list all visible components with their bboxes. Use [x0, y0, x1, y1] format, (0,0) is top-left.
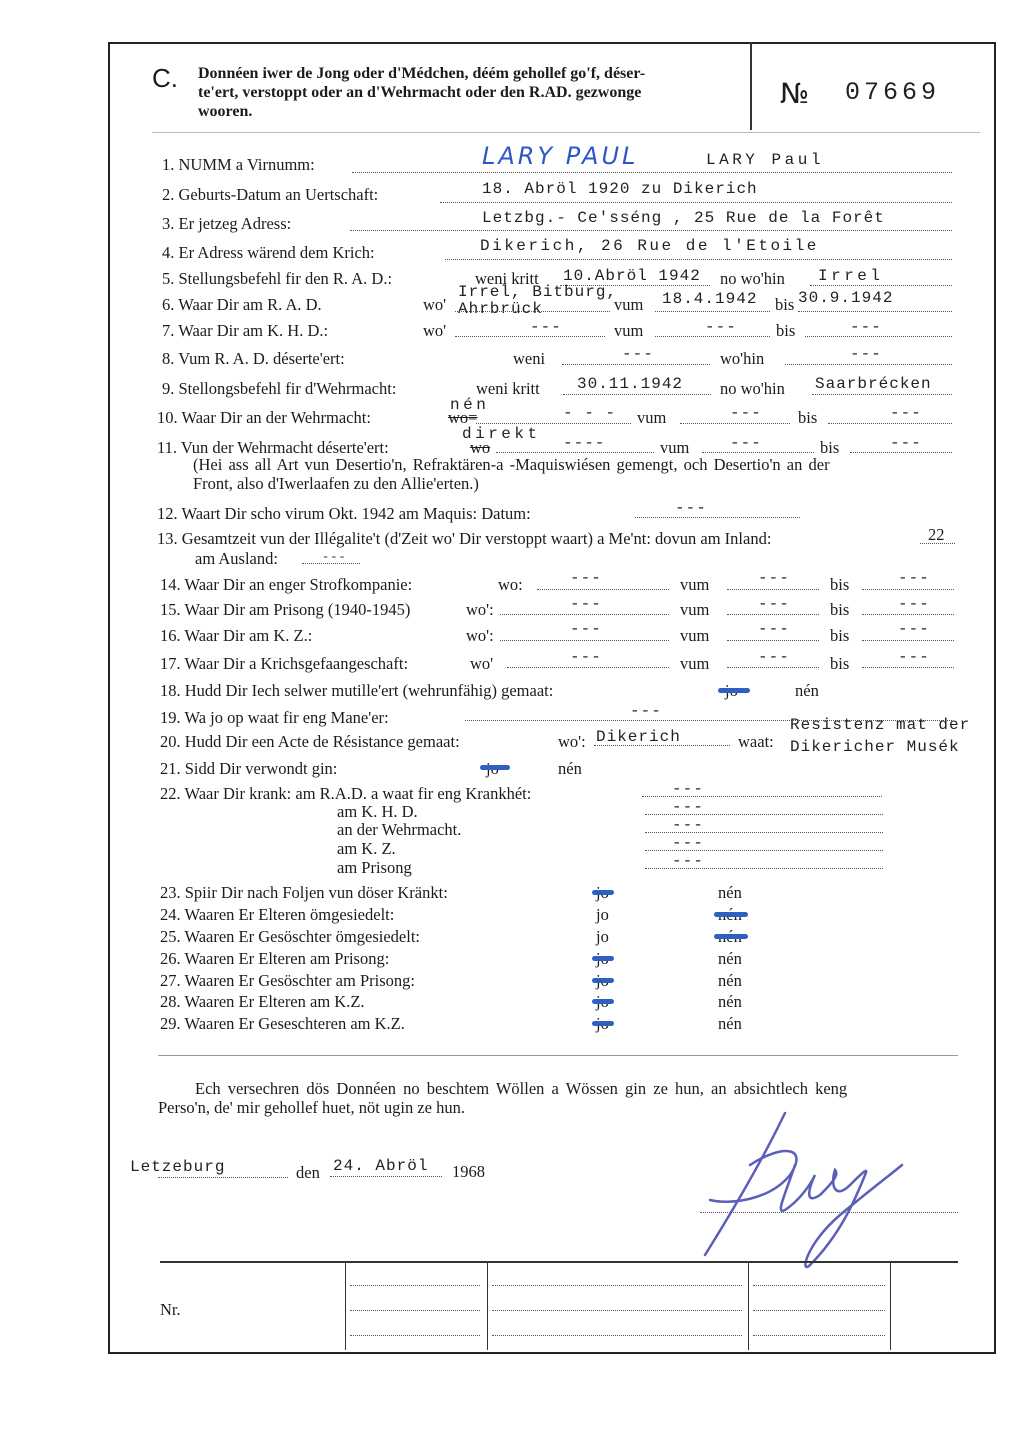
item-14-to: --- — [898, 569, 930, 587]
item-10-from: --- — [730, 404, 762, 422]
item-8-place: --- — [850, 345, 882, 363]
wo-label-struck: wo= — [448, 408, 478, 427]
item-15-place: --- — [570, 595, 602, 613]
footer-cell-divider — [890, 1262, 891, 1350]
bis-label: bis — [830, 575, 850, 594]
header-divider — [750, 42, 752, 130]
vum-label: vum — [680, 600, 710, 619]
declaration-text: Ech versechren dös Donnéen no beschtem Wöllen a Wössen gin ze hun, an absichtlech keng — [195, 1079, 848, 1098]
dotted-leader — [476, 423, 631, 424]
nen-option: nén — [718, 949, 742, 968]
item-18-label: 18. Hudd Dir Iech selwer mutille'ert (wehrunfähig) gemaat: — [160, 681, 554, 700]
item-9-label: 9. Stellongsbefehl fir d'Wehrmacht: — [162, 379, 397, 398]
dotted-leader — [350, 1285, 480, 1286]
item-20-what: Resistenz mat der — [790, 716, 971, 734]
item-22-sub-label: am K. H. D. — [337, 802, 418, 821]
nen-option: nén — [795, 681, 819, 700]
item-12-value: --- — [675, 499, 707, 517]
wohin-label: no wo'hin — [720, 269, 785, 288]
item-13-label: 13. Gesamtzeit vun der Illégalite't (d'Zeit wo' Dir verstoppt waart) a Me'nt: dovun am Inland: — [157, 529, 772, 548]
item-29-label: 29. Waaren Er Geseschteren am K.Z. — [160, 1014, 405, 1033]
item-6-from: 18.4.1942 — [662, 290, 758, 308]
item-13-inland: 22 — [928, 525, 945, 544]
item-11-correction: direkt — [462, 425, 541, 443]
nen-option: nén — [718, 971, 742, 990]
item-5-date: 10.Abröl 1942 — [563, 267, 701, 285]
wo-label: wo': — [558, 732, 586, 751]
footer-rule — [160, 1261, 958, 1263]
item-8-label: 8. Vum R. A. D. déserte'ert: — [162, 349, 345, 368]
dotted-leader — [492, 1335, 742, 1336]
bis-label: bis — [798, 408, 818, 427]
item-11-to: --- — [890, 434, 922, 452]
header-rule — [152, 132, 980, 133]
item-5-place: Irrel — [818, 267, 884, 285]
item-6-place: Ahrbrück — [458, 300, 543, 318]
item-7-place: --- — [530, 318, 562, 336]
dotted-leader — [850, 452, 952, 453]
section-letter: C. — [152, 63, 178, 93]
handwritten-name: LARY PAUL — [482, 142, 639, 170]
vum-label: vum — [614, 295, 644, 314]
dotted-leader — [563, 394, 711, 395]
dotted-leader — [500, 640, 669, 641]
den-label: den — [296, 1163, 320, 1182]
dotted-leader — [655, 311, 770, 312]
bis-label: bis — [820, 438, 840, 457]
item-25-label: 25. Waaren Er Gesöschter ömgesiedelt: — [160, 927, 420, 946]
dotted-leader — [350, 1310, 480, 1311]
item-22-sub-label: am Prisong — [337, 858, 412, 877]
ink-strike — [592, 1021, 614, 1026]
vum-label: vum — [680, 654, 710, 673]
waat-label: waat: — [738, 732, 774, 751]
bis-label: bis — [776, 321, 796, 340]
item-10-label: 10. Waar Dir an der Wehrmacht: — [157, 408, 371, 427]
item-3-value: Letzbg.- Ce'sséng , 25 Rue de la Forêt — [482, 209, 885, 227]
dotted-leader — [798, 311, 952, 312]
nen-option: nén — [718, 992, 742, 1011]
signoff-place: Letzeburg — [130, 1158, 226, 1176]
item-9-place: Saarbrécken — [815, 375, 932, 393]
weni-label: weni — [513, 349, 546, 368]
vum-label: vum — [680, 575, 710, 594]
item-4-value: Dikerich, 26 Rue de l'Etoile — [480, 237, 819, 255]
dotted-leader — [655, 336, 770, 337]
dotted-leader — [727, 614, 819, 615]
item-27-label: 27. Waaren Er Gesöschter am Prisong: — [160, 971, 415, 990]
item-6-label: 6. Waar Dir am R. A. D. — [162, 295, 322, 314]
vum-label: vum — [660, 438, 690, 457]
dotted-leader — [455, 311, 610, 312]
dotted-leader — [352, 172, 952, 173]
item-8-date: --- — [622, 345, 654, 363]
dotted-leader — [810, 285, 952, 286]
wo-label: wo' — [423, 321, 447, 340]
ink-strike — [592, 890, 614, 895]
item-11-label: 11. Vun der Wehrmacht déserte'ert: — [157, 438, 389, 457]
bis-label: bis — [775, 295, 795, 314]
item-11-note: Front, also d'Iwerlaafen zu den Allie'erten.) — [193, 474, 479, 493]
title-line: Donnéen iwer de Jong oder d'Médchen, déém gehollef go'f, déser- — [198, 65, 646, 82]
dotted-leader — [537, 589, 669, 590]
item-11-place: ---- — [563, 434, 606, 452]
nen-option: nén — [718, 1014, 742, 1033]
number-sign: № — [780, 77, 810, 110]
item-10-correction: nén — [450, 396, 490, 414]
dotted-leader — [785, 364, 952, 365]
dotted-leader — [828, 423, 952, 424]
dotted-leader — [507, 667, 669, 668]
dotted-leader — [680, 423, 790, 424]
dotted-leader — [753, 1285, 885, 1286]
item-22-sub-label: am K. Z. — [337, 839, 396, 858]
wohin-label: no wo'hin — [720, 379, 785, 398]
dotted-leader — [862, 640, 954, 641]
form-number: 07669 — [845, 78, 941, 107]
item-12-label: 12. Waart Dir scho virum Okt. 1942 am Maquis: Datum: — [157, 504, 531, 523]
bis-label: bis — [830, 626, 850, 645]
dotted-leader — [702, 452, 814, 453]
dotted-leader — [862, 589, 954, 590]
item-16-place: --- — [570, 620, 602, 638]
item-15-from: --- — [758, 595, 790, 613]
wo-label: wo': — [466, 600, 494, 619]
dotted-leader — [492, 1310, 742, 1311]
item-16-label: 16. Waar Dir am K. Z.: — [160, 626, 313, 645]
item-7-to: --- — [850, 318, 882, 336]
ink-strike — [592, 956, 614, 961]
weni-label: weni kritt — [476, 379, 540, 398]
title-line: wooren. — [198, 103, 253, 120]
item-14-from: --- — [758, 569, 790, 587]
dotted-leader — [562, 364, 710, 365]
weni-label: weni kritt — [475, 269, 539, 288]
item-22-sub-value: --- — [672, 816, 704, 834]
bis-label: bis — [830, 654, 850, 673]
declaration-text: Perso'n, de' mir gehollef huet, nöt ugin ze hun. — [158, 1098, 466, 1117]
item-10-place: - - - — [563, 404, 617, 422]
item-24-label: 24. Waaren Er Elteren ömgesiedelt: — [160, 905, 395, 924]
item-2-label: 2. Geburts-Datum an Uertschaft: — [162, 185, 379, 204]
dotted-leader — [753, 1310, 885, 1311]
item-16-from: --- — [758, 620, 790, 638]
dotted-leader — [727, 589, 819, 590]
item-19-label: 19. Wa jo op waat fir eng Mane'er: — [160, 708, 389, 727]
dotted-leader — [492, 1285, 742, 1286]
item-20-what: Dikericher Musék — [790, 738, 960, 756]
dotted-leader — [812, 394, 952, 395]
item-17-to: --- — [898, 648, 930, 666]
item-22-sub-label: an der Wehrmacht. — [337, 820, 462, 839]
item-14-label: 14. Waar Dir an enger Strofkompanie: — [160, 575, 413, 594]
vum-label: vum — [614, 321, 644, 340]
wohin-label: wo'hin — [720, 349, 765, 368]
dotted-leader — [445, 259, 952, 260]
dotted-leader — [753, 1335, 885, 1336]
dotted-leader — [500, 614, 669, 615]
wo-label-struck: wo — [470, 438, 491, 457]
dotted-leader — [727, 667, 819, 668]
item-22-value: --- — [672, 780, 704, 798]
dotted-leader — [350, 230, 952, 231]
item-22-label: 22. Waar Dir krank: am R.A.D. a waat fir eng Krankhét: — [160, 784, 532, 803]
bis-label: bis — [830, 600, 850, 619]
ink-strike — [480, 765, 510, 770]
item-7-from: --- — [705, 318, 737, 336]
signoff-date: 24. Abröl — [333, 1157, 429, 1175]
item-13-ausland: --- — [322, 550, 347, 564]
ink-strike — [718, 688, 750, 693]
item-20-label: 20. Hudd Dir een Acte de Résistance gemaat: — [160, 732, 460, 751]
item-6-to: 30.9.1942 — [798, 289, 894, 307]
item-16-to: --- — [898, 620, 930, 638]
item-26-label: 26. Waaren Er Elteren am Prisong: — [160, 949, 390, 968]
divider — [158, 1055, 958, 1056]
item-22-sub-value: --- — [672, 852, 704, 870]
item-19-value: --- — [630, 702, 662, 720]
dotted-leader — [496, 452, 654, 453]
item-10-to: --- — [890, 404, 922, 422]
dotted-leader — [440, 202, 952, 203]
wo-label: wo' — [423, 295, 447, 314]
item-2-value: 18. Abröl 1920 zu Dikerich — [482, 180, 758, 198]
vum-label: vum — [680, 626, 710, 645]
item-4-label: 4. Er Adress wärend dem Krich: — [162, 243, 375, 262]
signature — [690, 1105, 920, 1275]
item-28-label: 28. Waaren Er Elteren am K.Z. — [160, 992, 365, 1011]
dotted-leader — [635, 517, 800, 518]
vum-label: vum — [637, 408, 667, 427]
ink-strike — [592, 999, 614, 1004]
jo-option: jo — [596, 927, 609, 946]
nen-option: nén — [718, 883, 742, 902]
footer-cell-divider — [487, 1262, 488, 1350]
ink-strike — [714, 912, 748, 917]
item-15-to: --- — [898, 595, 930, 613]
dotted-leader — [158, 1177, 288, 1178]
dotted-leader — [727, 640, 819, 641]
dotted-leader — [455, 336, 605, 337]
dotted-leader — [805, 336, 952, 337]
item-17-from: --- — [758, 648, 790, 666]
wo-label: wo: — [498, 575, 523, 594]
signoff-year: 1968 — [452, 1162, 485, 1181]
item-11-note: (Hei ass all Art vun Desertio'n, Refraktären-a -Maquiswiésen gemengt, och Desertio'n an der — [193, 455, 830, 474]
dotted-leader — [862, 667, 954, 668]
wo-label: wo' — [470, 654, 494, 673]
dotted-leader — [330, 1176, 442, 1177]
title-line: te'ert, verstoppt oder an d'Wehrmacht oder den R.AD. gezwonge — [198, 84, 642, 101]
item-20-place: Dikerich — [596, 728, 681, 746]
item-1-label: 1. NUMM a Virnumm: — [162, 155, 315, 174]
section-title — [198, 64, 738, 121]
item-9-date: 30.11.1942 — [577, 375, 684, 393]
item-23-label: 23. Spiir Dir nach Foljen vun döser Kränkt: — [160, 883, 448, 902]
ink-strike — [592, 978, 614, 983]
item-3-label: 3. Er jetzeg Adress: — [162, 214, 292, 233]
item-1-value: LARY Paul — [706, 151, 824, 169]
item-22-sub-value: --- — [672, 798, 704, 816]
item-5-label: 5. Stellungsbefehl fir den R. A. D.: — [162, 269, 393, 288]
item-6-place: Irrel, Bitburg, — [458, 283, 618, 301]
item-11-from: --- — [730, 434, 762, 452]
ink-strike — [714, 934, 748, 939]
footer-cell-divider — [345, 1262, 346, 1350]
jo-option: jo — [596, 905, 609, 924]
footer-cell-divider — [748, 1262, 749, 1350]
item-21-label: 21. Sidd Dir verwondt gin: — [160, 759, 338, 778]
nen-option: nén — [558, 759, 582, 778]
item-15-label: 15. Waar Dir am Prisong (1940-1945) — [160, 600, 411, 619]
nr-label: Nr. — [160, 1300, 181, 1319]
dotted-leader — [862, 614, 954, 615]
item-14-place: --- — [570, 569, 602, 587]
item-17-label: 17. Waar Dir a Krichsgefaangeschaft: — [160, 654, 409, 673]
dotted-leader — [350, 1335, 480, 1336]
item-7-label: 7. Waar Dir am K. H. D.: — [162, 321, 329, 340]
item-22-sub-value: --- — [672, 834, 704, 852]
wo-label: wo': — [466, 626, 494, 645]
item-17-place: --- — [570, 648, 602, 666]
ausland-label: am Ausland: — [195, 549, 278, 568]
